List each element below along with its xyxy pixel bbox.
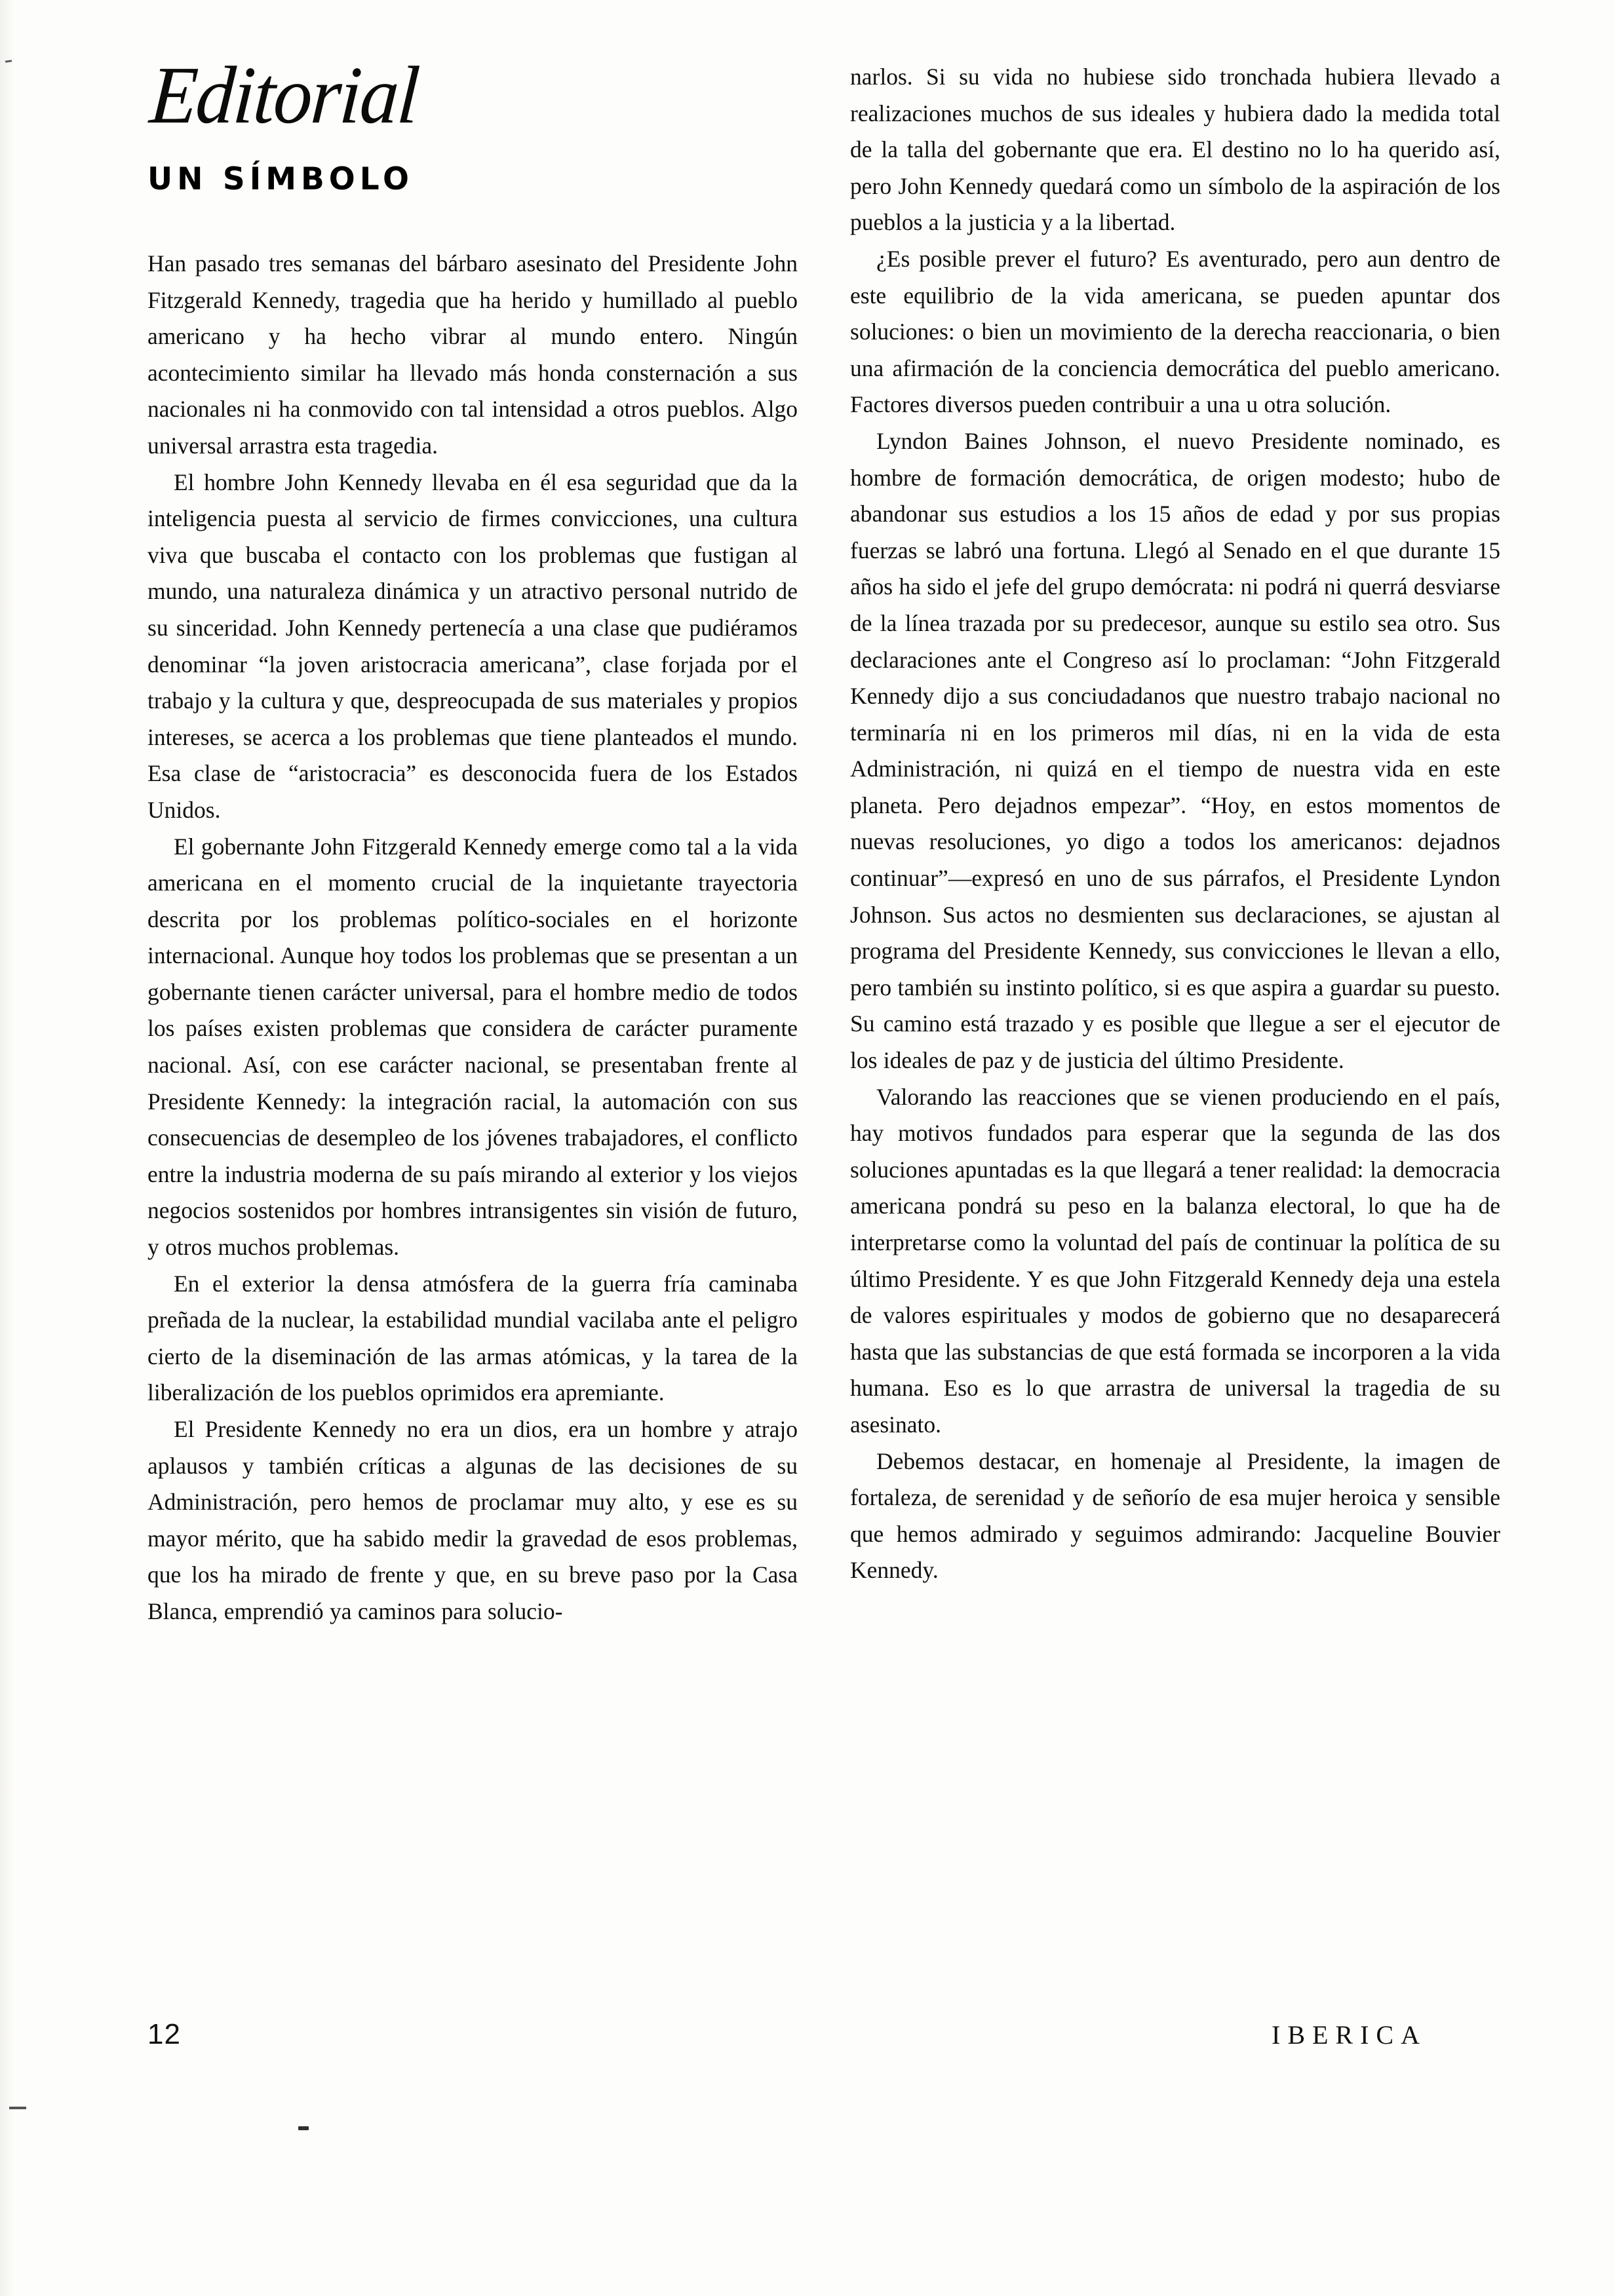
scan-speck-bottom-left	[9, 2107, 26, 2109]
paragraph: El Presidente Kennedy no era un dios, era un hombre y atrajo aplausos y también críticas a algunas de las decisiones de su Administración, pero hemos de proclamar muy alto, y ese es su mayor mérito, que ha sabido medir la gravedad de esos problemas, que los ha mirado de frente y que, en su breve paso por la Casa Blanca, emprendió ya caminos para solucio-	[147, 1416, 798, 1624]
section-heading: UN SÍMBOLO	[147, 161, 414, 197]
scan-edge-artifact	[0, 0, 14, 2296]
paragraph: Lyndon Baines Johnson, el nuevo Presidente nominado, es hombre de formación democrática, de origen modesto; hubo de abandonar sus estudios a los 15 años de edad y por sus propias fuerzas se labró una fortuna. Llegó al Senado en el que durante 15 años ha sido el jefe del grupo demócrata: ni podrá ni querrá desviarse de la línea trazada por su predecesor, aunque su estilo sea otro. Sus declaraciones ante el Congreso así lo proclaman: “John Fitzgerald Kennedy dijo a sus conciudadanos que nuestro trabajo nacional no terminaría ni en los primeros mil días, ni en la vida de esta Administración, ni quizá en el tiempo de nuestra vida en este planeta. Pero dejadnos empezar”. “Hoy, en estos momentos de nuevas resoluciones, yo digo a todos los americanos: dejadnos continuar”—expresó en uno de sus párrafos, el Presidente Lyndon Johnson. Sus actos no desmienten sus declaraciones, se ajustan al programa del Presidente Kennedy, sus convicciones le llevan a ello, pero también su instinto político, si es que aspira a guardar su puesto. Su camino está trazado y es posible que llegue a ser el ejecutor de los ideales de paz y de justicia del último Presidente.	[850, 427, 1500, 1074]
left-column	[147, 49, 798, 1630]
page-content	[147, 49, 1501, 2025]
paragraph: Han pasado tres semanas del bárbaro asesinato del Presidente John Fitzgerald Kennedy, tragedia que ha herido y humillado al pueblo americano y ha hecho vibrar al mundo entero. Ningún acontecimiento similar ha llevado más honda consternación a sus nacionales ni ha conmovido con tal intensidad a otros pueblos. Algo universal arrastra esta tragedia.	[147, 250, 798, 459]
paragraph: En el exterior la densa atmósfera de la guerra fría caminaba preñada de la nuclear, la estabilidad mundial vacilaba ante el peligro cierto de la diseminación de las armas atómicas, y la tarea de la liberalización de los pueblos oprimidos era apremiante.	[147, 1270, 798, 1406]
paragraph: El gobernante John Fitzgerald Kennedy emerge como tal a la vida americana en el momento crucial de la inquietante trayectoria descrita por los problemas político-sociales en el horizonte internacional. Aunque hoy todos los problemas que se presentan a un gobernante tienen carácter universal, para el hombre medio de todos los países existen problemas que considera de carácter puramente nacional. Así, con ese carácter nacional, se presentaban frente al Presidente Kennedy: la integración racial, la automación con sus consecuencias de desempleo de los jóvenes trabajadores, el conflicto entre la industria moderna de su país mirando al exterior y los viejos negocios sostenidos por hombres intransigentes sin visión de futuro, y otros muchos problemas.	[147, 833, 798, 1261]
scan-speck-footer	[298, 2126, 309, 2130]
paragraph: ¿Es posible prever el futuro? Es aventurado, pero aun dentro de este equilibrio de la vida americana, se pueden apuntar dos soluciones: o bien un movimiento de la derecha reaccionaria, o bien una afirmación de la conciencia democrática del pueblo americano. Factores diversos pueden contribuir a una u otra solución.	[850, 245, 1500, 418]
left-column-body	[147, 246, 798, 1630]
paragraph: El hombre John Kennedy llevaba en él esa seguridad que da la inteligencia puesta al servicio de firmes convicciones, una cultura viva que buscaba el contacto con los problemas que fustigan al mundo, una naturaleza dinámica y un atractivo personal nutrido de su sinceridad. John Kennedy pertenecía a una clase que pudiéramos denominar “la joven aristocracia americana”, clase forjada por el trabajo y la cultura y que, despreocupada de sus materiales y propios intereses, se acerca a los problemas que tiene planteados el mundo. Esa clase de “aristocracia” es desconocida fuera de los Estados Unidos.	[147, 469, 798, 823]
two-column-layout	[147, 49, 1501, 1630]
page-number: 12	[147, 2018, 181, 2050]
masthead	[147, 49, 803, 223]
paragraph: narlos. Si su vida no hubiese sido tronchada hubiera llevado a realizaciones muchos de sus ideales y hubiera dado la medida total de la talla del gobernante que era. El destino no lo ha querido así, pero John Kennedy quedará como un símbolo de la aspiración de los pueblos a la justicia y a la libertad.	[850, 64, 1500, 236]
paragraph: Debemos destacar, en homenaje al Presidente, la imagen de fortaleza, de serenidad y de señorío de esa mujer heroica y sensible que hemos admirado y seguimos admirando: Jacqueline Bouvier Kennedy.	[850, 1447, 1500, 1584]
right-column	[850, 59, 1500, 1630]
publication-imprint: IBERICA	[1272, 2020, 1427, 2050]
paragraph: Valorando las reacciones que se vienen produciendo en el país, hay motivos fundados para esperar que la segunda de las dos soluciones apuntadas es la que llegará a tener realidad: la democracia americana pondrá su peso en la balanza electoral, lo que ha de interpretarse como la voluntad del país de continuar la política de su último Presidente. Y es que John Fitzgerald Kennedy deja una estela de valores espirituales y modos de gobierno que no desaparecerá hasta que las substancias de que está formada se incorporen a la vida humana. Eso es lo que arrastra de universal la tragedia de su asesinato.	[850, 1083, 1500, 1438]
page-title: Editorial	[147, 49, 421, 141]
right-column-body	[850, 59, 1500, 1589]
